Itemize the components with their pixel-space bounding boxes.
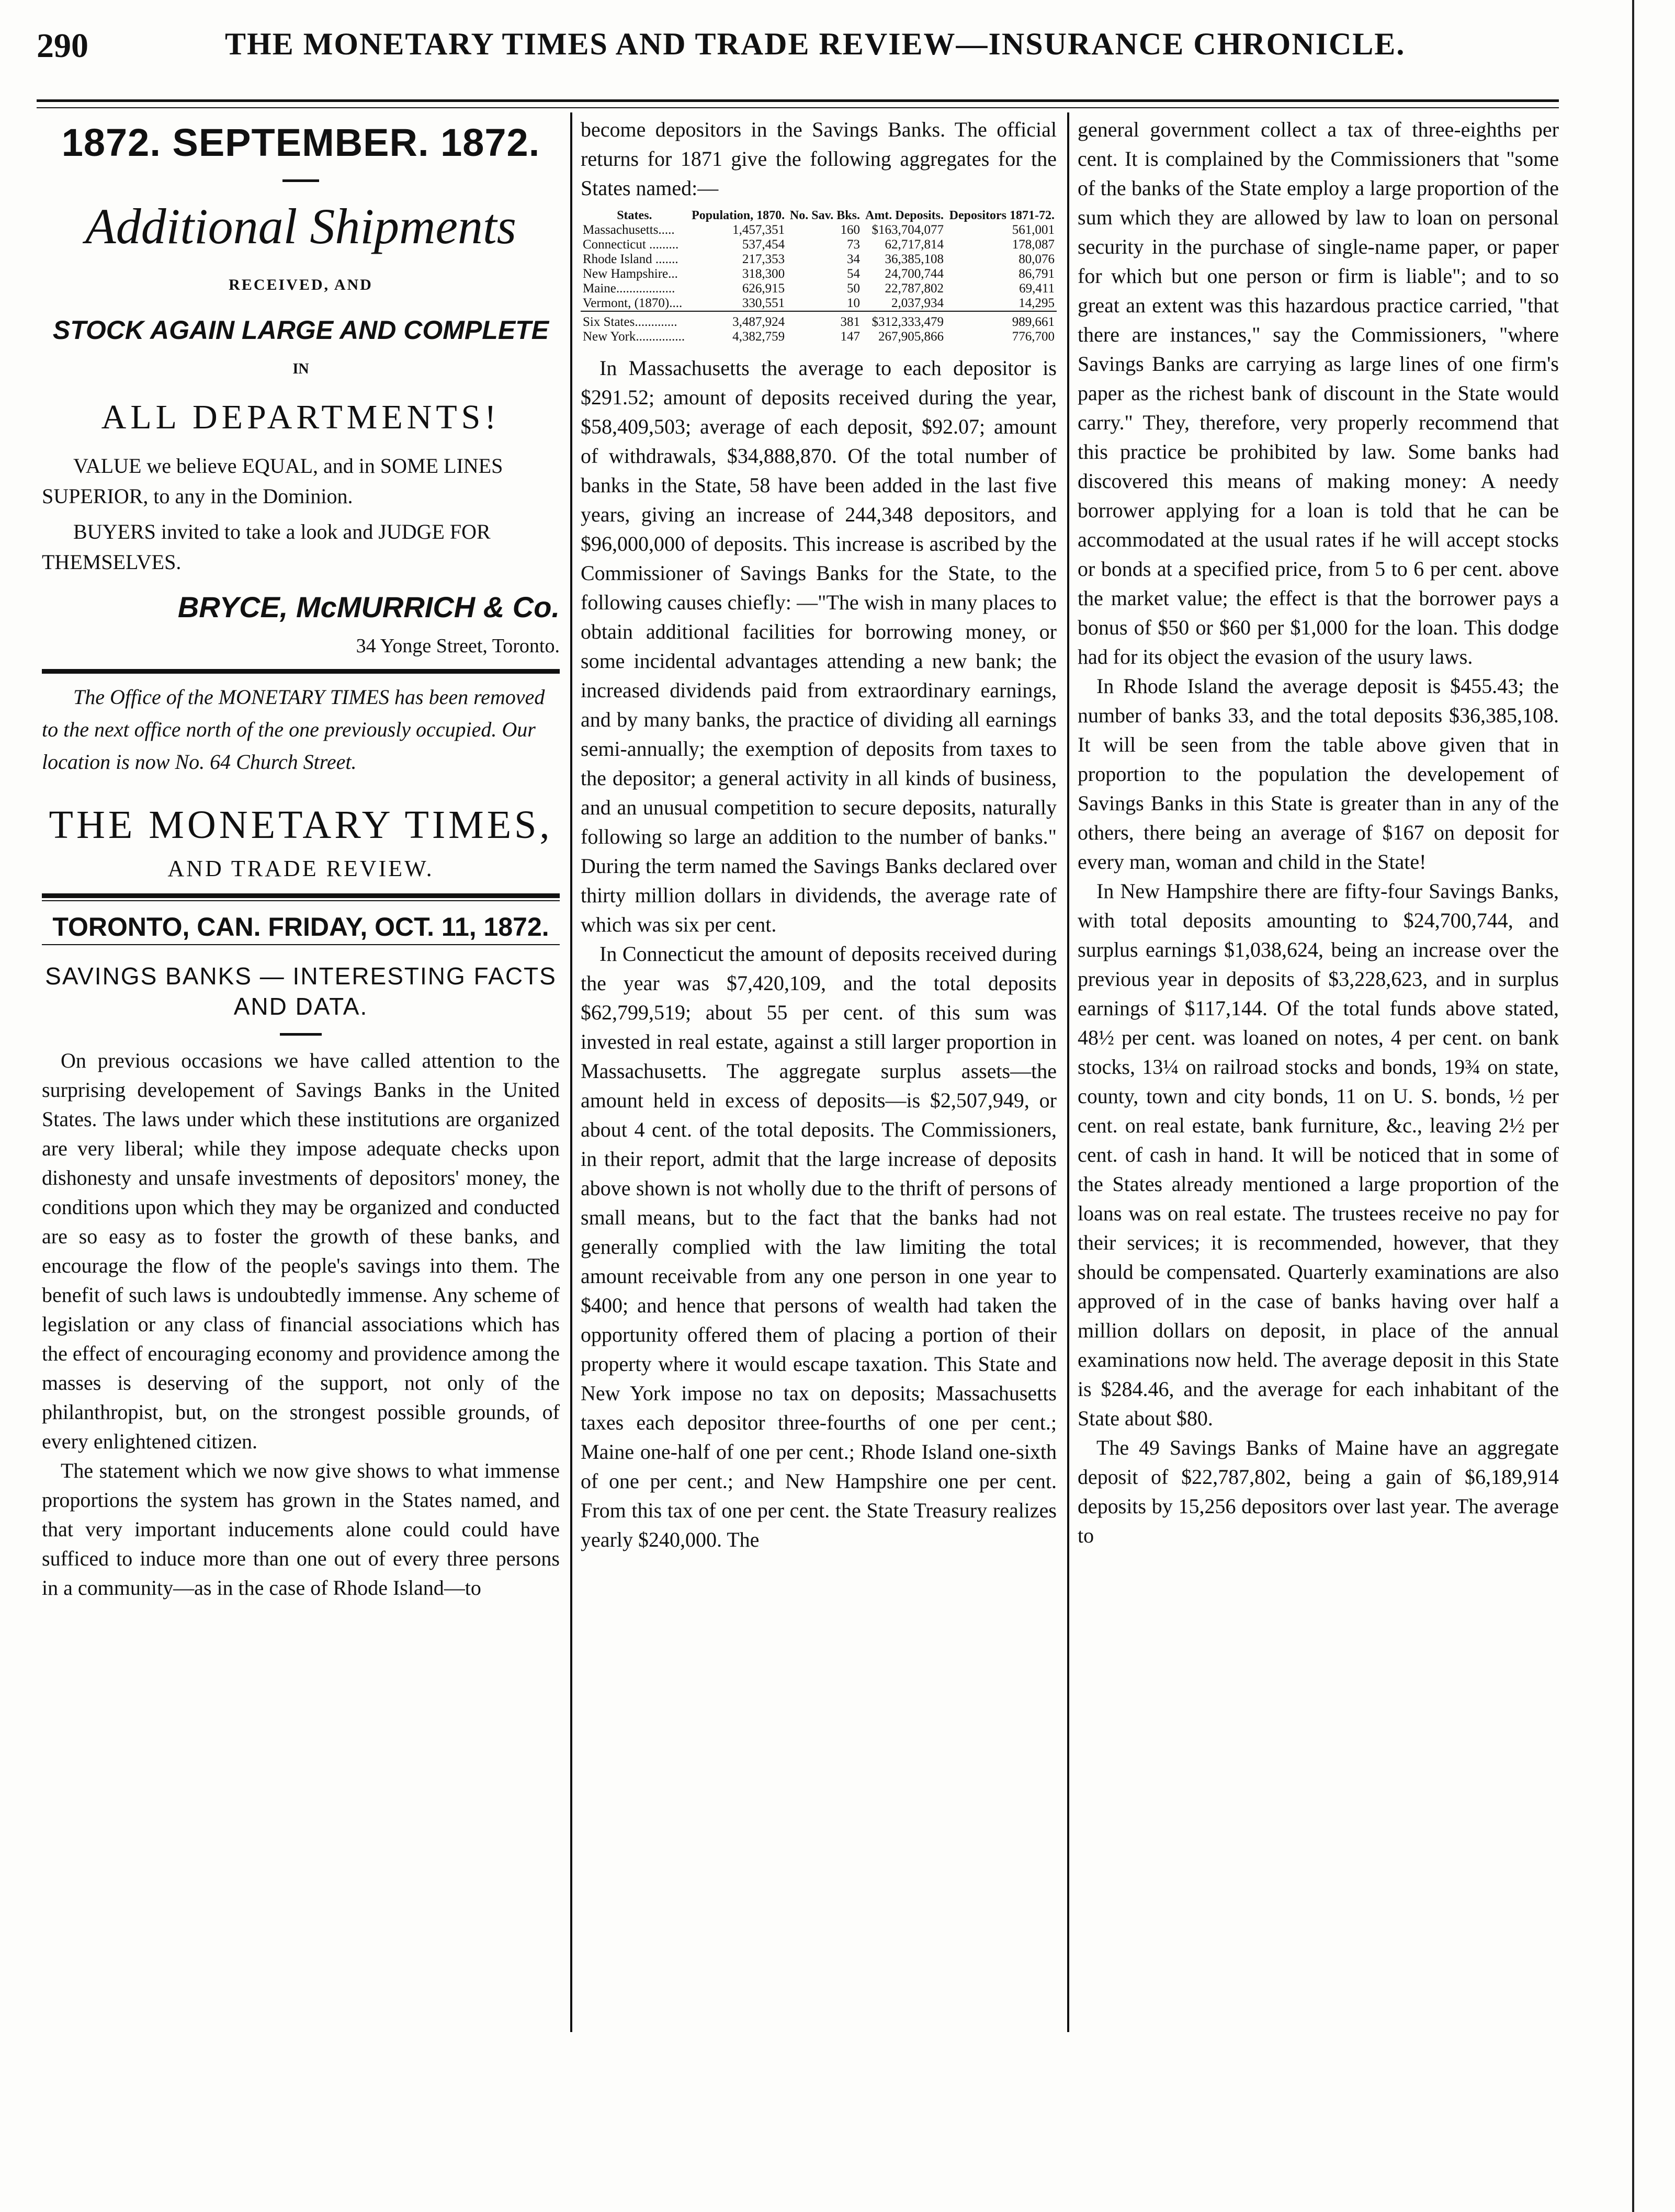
ad-title: Additional Shipments [85, 198, 516, 254]
table-cell: 34 [846, 252, 860, 266]
table-cell: 69,411 [1019, 281, 1055, 296]
table-row [581, 237, 1057, 252]
table-cell: 86,791 [1018, 267, 1055, 281]
masthead-rule [42, 893, 560, 898]
table-cell: 24,700,744 [885, 267, 944, 281]
table-header: States. [617, 209, 652, 222]
table-cell: 62,717,814 [885, 237, 944, 252]
table-header: Depositors 1871-72. [949, 209, 1055, 222]
table-cell: Connecticut ......... [583, 237, 679, 252]
table-total-row [581, 311, 1057, 330]
table-header-row [581, 208, 1057, 223]
headline-dash [280, 1033, 322, 1036]
table-header: Population, 1870. [692, 209, 785, 222]
ad-received: RECEIVED, AND [229, 276, 373, 293]
article-paragraph: The 49 Savings Banks of Maine have an aggregate deposit of $22,787,802, being a gain of $6,189,914 deposits by 15,256 depositors over last year. The average to [1078, 1436, 1559, 1547]
article-paragraph: In Rhode Island the average deposit is $455.43; the number of banks 33, and the total deposits $36,385,108. It will be seen from the table above given that in proportion to the population the developement of Savings Banks in this State is greater than in any of the others, there being an average of $167 on deposit for every man, woman and child in the State! [1078, 674, 1559, 874]
page-header [37, 26, 1564, 84]
table-cell: 626,915 [742, 281, 785, 296]
table-cell: Maine.................. [583, 281, 675, 296]
column-divider-1 [570, 112, 572, 2032]
ad-dash [282, 179, 319, 182]
table-row [581, 296, 1057, 311]
article-paragraph: The statement which we now give shows to what immense proportions the system has grown in the States named, and that very important inducements alone could could have sufficed to induce more than one out of every three persons in a community—as in the case of Rhode Island—to [42, 1459, 560, 1600]
ad-value-text: VALUE we believe EQUAL, and in SOME LINES SUPERIOR, to any in the Dominion. [42, 454, 503, 508]
dateline: TORONTO, CAN. FRIDAY, OCT. 11, 1872. [52, 912, 549, 941]
ad-buyers-text: BUYERS invited to take a look and JUDGE FOR THEMSELVES. [42, 520, 491, 574]
table-cell: $163,704,077 [872, 223, 944, 237]
table-cell: 1,457,351 [732, 223, 785, 237]
table-row [581, 223, 1057, 237]
ad-stock: STOCK AGAIN LARGE AND COMPLETE [52, 315, 549, 345]
page-edge-line [1632, 0, 1634, 2212]
table-cell: 537,454 [742, 237, 785, 252]
office-notice: The Office of the MONETARY TIMES has been removed to the next office north of the one previously occupied. Our location is now No. 64 Church Street. [42, 685, 545, 774]
article-paragraph: In New Hampshire there are fifty-four Savings Banks, with total deposits amounting to $24,700,744, and surplus earnings $1,038,624, being an increase over the previous year in deposits of $3,228,623, and in surplus earnings of $117,144. Of the total funds above stated, 48½ per cent. was loaned on notes, 4 per cent. on bank stocks, 13¼ on railroad stocks and bonds, 19¾ on state, county, town and city bonds, 11 on U. S. bonds, ½ per cent. on real estate, bank furniture, &c., leaving 2½ per cent. of cash in hand. It will be noticed that in some of the States already mentioned a large proportion of the loans was on real estate. The trustees receive no pay for their services; it is recommended, however, that they should be compensated. Quarterly examinations are also approved of in the case of banks having over half a million dollars on deposit, in place of the annual examinations now held. The average deposit in this State is $284.46, and the average for each inhabitant of the State about $80. [1078, 879, 1559, 1430]
table-cell: 3,487,924 [688, 311, 787, 330]
table-cell: 989,661 [946, 311, 1057, 330]
table-row [581, 281, 1057, 296]
table-cell: 10 [846, 296, 860, 310]
table-row [581, 252, 1057, 267]
table-cell: New Hampshire... [583, 267, 678, 281]
table-cell: 14,295 [1018, 296, 1055, 310]
article-paragraph: general government collect a tax of three-eighths per cent. It is complained by the Commissioners that "some of the banks of the State employ a large proportion of the sum which they are allowed by law to loan on personal security in the purchase of single-name paper, or paper for which but one person or firm is liable"; and to so great an extent was this hazardous practice carried, "that there are instances," say the Commissioners, "where Savings Banks are carrying as large lines of one firm's paper as the richest bank of discount in the State would carry." They, therefore, very properly recommend that this practice be prohibited by law. Some banks had discovered this means of making money: A needy borrower applying for a loan is told that he can be accommodated at the usual rates if he will accept stocks or bonds at a specified price, from 5 to 6 per cent. above the market value; the effect is that the borrower pays a bonus of $50 or $60 per $1,000 for the loan. This dodge had for its object the evasion of the usury laws. [1078, 118, 1559, 668]
table-cell: 178,087 [1012, 237, 1055, 252]
table-cell: 50 [846, 281, 860, 296]
table-cell: 4,382,759 [732, 330, 785, 344]
column-divider-2 [1067, 112, 1069, 2032]
section-rule [42, 669, 560, 674]
ad-address: 34 Yonge Street, Toronto. [356, 635, 560, 657]
table-header: Amt. Deposits. [865, 209, 944, 222]
table-cell: Vermont, (1870).... [583, 296, 683, 310]
ad-date-line: 1872. SEPTEMBER. 1872. [61, 121, 540, 164]
ad-in: IN [292, 361, 309, 377]
dateline-rule [42, 944, 560, 945]
table-cell: 73 [846, 237, 860, 252]
table-cell: New York............... [583, 330, 685, 344]
article-paragraph: become depositors in the Savings Banks. The official returns for 1871 give the following aggregates for the States named:— [581, 118, 1057, 200]
ad-all-departments: ALL DEPARTMENTS! [101, 398, 501, 436]
article-paragraph: On previous occasions we have called attention to the surprising developement of Savings Banks in the United States. The laws under which these institutions are organized are very liberal; while they impose adequate checks upon dishonesty and unsafe investments of depositors' money, the conditions upon which they may be organized and conducted are so easy as to foster the growth of these banks, and encourage the flow of the people's savings into them. The benefit of such laws is undoubtedly immense. Any scheme of legislation or any class of financial associations which has the effect of encouraging economy and providence among the masses is deserving of the support, not only of the philanthropist, but, on the strongest possible grounds, of every enlightened citizen. [42, 1049, 560, 1453]
masthead-title: THE MONETARY TIMES, [49, 803, 553, 847]
column-2 [581, 115, 1057, 1555]
running-head: THE MONETARY TIMES AND TRADE REVIEW—INSURANCE CHRONICLE. [225, 27, 1406, 61]
column-3 [1078, 115, 1559, 1550]
table-cell: 54 [846, 267, 860, 281]
table-cell: $312,333,479 [862, 311, 946, 330]
table-cell: 561,001 [1012, 223, 1055, 237]
table-cell: 22,787,802 [885, 281, 944, 296]
article-paragraph: In Massachusetts the average to each depositor is $291.52; amount of deposits received during the year, $58,409,503; average of each deposit, $92.07; amount of withdrawals, $34,888,870. Of the total number of banks in the State, 58 have been added in the last five years, giving an increase of 244,348 depositors, and $96,000,000 of deposits. This increase is ascribed by the Commissioner of Savings Banks for the State, to the following causes chiefly: —"The wish in many places to obtain additional facilities for borrowing money, or some incidental advantages attending a new bank; the increased dividends paid from extraordinary earnings, and by many banks, the practice of dividing all earnings semi-annually; the exemption of deposits from taxes to the depositor; a general activity in all kinds of business, and an unusual competition to secure deposits, naturally following so large an addition to the number of banks." During the term named the Savings Banks declared over thirty million dollars in dividends, the average rate of which was six per cent. [581, 356, 1057, 936]
article-paragraph: In Connecticut the amount of deposits received during the year was $7,420,109, and the total deposits $62,799,519; about 55 per cent. of this sum was invested in real estate, against a still larger proportion in Massachusetts. The aggregate surplus assets—the amount held in excess of deposits—is $2,507,949, or about 4 cent. of the total deposits. The Commissioners, in their report, admit that the large increase of deposits above shown is not wholly due to the thrift of persons of small means, but to the fact that the banks had not generally complied with the law limiting the total amount receivable from any one person in one year to $400; and hence that persons of wealth had taken the opportunity offered them of placing a portion of their property where it would escape taxation. This State and New York impose no tax on deposits; Massachusetts taxes each depositor three-fourths of one per cent.; Maine one-half of one per cent.; Rhode Island one-sixth of one per cent.; and New Hampshire one per cent. From this tax of one per cent. the State Treasury realizes yearly $240,000. The [581, 942, 1057, 1551]
table-cell: 160 [840, 223, 860, 237]
table-cell: Rhode Island ....... [583, 252, 678, 266]
masthead-rule-thin [42, 900, 560, 901]
ad-firm-name: BRYCE, McMURRICH & Co. [177, 591, 560, 623]
table-row [581, 267, 1057, 281]
table-header: No. Sav. Bks. [789, 209, 860, 222]
table-cell: 147 [840, 330, 860, 344]
table-cell: 381 [787, 311, 862, 330]
table-cell: 2,037,934 [891, 296, 944, 310]
table-cell: 267,905,866 [878, 330, 944, 344]
table-cell: 80,076 [1018, 252, 1055, 266]
column-1 [42, 115, 560, 1603]
table-cell: 36,385,108 [885, 252, 944, 266]
table-cell: Massachusetts..... [583, 223, 675, 237]
advertisement [42, 120, 560, 657]
table-cell: 318,300 [742, 267, 785, 281]
article-headline: SAVINGS BANKS — INTERESTING FACTS AND DATA. [45, 962, 557, 1020]
masthead-subtitle: AND TRADE REVIEW. [167, 856, 434, 881]
table-cell: 217,353 [742, 252, 785, 266]
page-number: 290 [37, 27, 88, 65]
table-total-row [581, 330, 1057, 344]
header-rule [37, 99, 1559, 102]
savings-bank-table [581, 208, 1057, 344]
table-cell: 330,551 [742, 296, 785, 310]
header-rule-thin [37, 107, 1559, 108]
table-cell: 776,700 [1012, 330, 1055, 344]
table-cell: Six States............. [581, 311, 688, 330]
